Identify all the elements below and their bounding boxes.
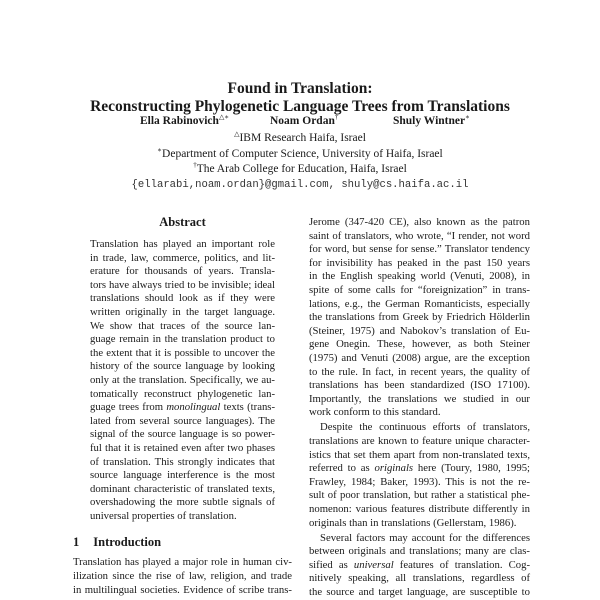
abstract-line: written originally in the target language.	[90, 305, 275, 318]
text: guage trees from	[90, 401, 164, 414]
author-marks: ∗	[465, 113, 470, 121]
affiliation-text: The Arab College for Education, Haifa, Israel	[196, 163, 407, 176]
abstract-line: in trade, law, commerce, politics, and lit-	[90, 251, 275, 264]
abstract-line: We show that traces of the source lan-	[90, 319, 275, 332]
body-line: lations, e.g., the German Romanticists, especially	[309, 297, 530, 310]
introduction-body	[73, 555, 292, 597]
body-line: Jerome (347-420 CE), also known as the patron	[309, 216, 530, 228]
affiliation-text: IBM Research Haifa, Israel	[239, 132, 366, 144]
text: texts (trans-	[223, 401, 275, 414]
abstract-line	[90, 401, 275, 415]
abstract-line: guage remain in the translation product to	[90, 333, 275, 346]
body-line: the translations from Greek by Friedrich Hölderlin	[309, 311, 530, 324]
abstract-line: tomatically reconstruct phylogenetic lan-	[90, 387, 275, 400]
affiliation	[0, 147, 600, 163]
affiliation-text: Department of Computer Science, University of Haifa, Israel	[162, 147, 443, 160]
paragraph	[309, 216, 530, 420]
body-line	[309, 559, 530, 573]
author	[140, 115, 229, 127]
emphasis: universal	[353, 558, 394, 571]
body-line: to the rule. In fact, in recent years, the quality of	[309, 365, 530, 378]
abstract-line: tors have always tried to be invisible; ideal	[90, 278, 275, 291]
text: referred to as	[309, 462, 370, 475]
abstract-line: signal of the source language is so power-	[90, 428, 275, 441]
right-column	[309, 216, 530, 600]
abstract-heading: Abstract	[159, 215, 206, 229]
body-line: the source and target language, are susceptible to	[309, 586, 530, 599]
paragraph	[309, 532, 530, 600]
emphasis: originals	[374, 462, 414, 475]
abstract-body	[90, 238, 275, 523]
abstract-line: only at the translation. Specifically, we au-	[90, 373, 275, 386]
abstract-line: dominant characteristic of translated texts,	[90, 482, 275, 495]
body-line: Importantly, the translations we studied in our	[309, 392, 530, 405]
affiliation-mark: △	[234, 130, 240, 138]
abstract-line: ful that it is retained even after two phases	[90, 441, 275, 454]
body-line: translations are known to feature unique character-	[309, 435, 530, 447]
author-marks: △∗	[218, 113, 230, 121]
body-line: nomenon: various features distribute differently in	[309, 502, 530, 515]
intro-line: ilization since the rise of law, religion, and trade	[73, 570, 292, 582]
author	[270, 115, 338, 127]
body-line: for invisibility has peaked in the past 150 years	[309, 256, 530, 269]
body-line: (Steiner, 1975) and Nabokov’s translation of Eu-	[309, 324, 530, 337]
abstract-line: translations should look as if they were	[90, 292, 275, 305]
abstract-line: erature for thousands of years. Transla-	[90, 265, 275, 278]
body-line: Despite the continuous efforts of translators,	[320, 421, 530, 434]
abstract-line: overshadowing the more subtle signals of	[90, 496, 275, 509]
body-line: between originals and translations; many are clas-	[309, 545, 530, 558]
intro-line: Translation has played a major role in human civ-	[73, 556, 292, 568]
author-name: Noam Ordan	[270, 115, 335, 127]
paper-title-line-1: Found in Translation:	[227, 80, 373, 97]
body-line: gene Onegin. These, however, as both Steiner	[309, 338, 530, 351]
affiliations	[0, 131, 600, 194]
body-line: work conform to this standard.	[309, 406, 441, 419]
body-line: saint of translators, who wrote, “I render, not word	[309, 229, 530, 242]
author-name: Ella Rabinovich	[140, 115, 219, 127]
body-line: istics that set them apart from non-translated texts,	[309, 448, 530, 461]
text: here (Toury, 1980, 1995;	[417, 462, 531, 475]
body-line: translations has been standardized (ISO 17100).	[309, 379, 530, 392]
paper-title-line-2: Reconstructing Phylogenetic Language Trees from Translations	[90, 98, 510, 115]
text: features of translation. Cog-	[399, 558, 531, 571]
affiliation-mark: ∗	[157, 145, 163, 154]
body-line: in the English speaking world (Venuti, 2008), in	[309, 270, 530, 283]
abstract-line: Translation has played an important role	[90, 238, 275, 250]
author	[393, 115, 470, 127]
abstract-line: history of the source language by looking	[90, 360, 275, 373]
body-line: spite of some calls for “foreignization” in trans-	[309, 283, 530, 296]
author-list	[0, 115, 600, 131]
body-line	[309, 462, 530, 476]
abstract-line: source language interference is the most	[90, 469, 275, 482]
affiliation	[0, 131, 600, 147]
intro-line: in multilingual societies. Evidence of scribe trans-	[73, 584, 292, 596]
text: sified as	[309, 558, 348, 571]
abstract-line: lated from several source languages). The	[90, 414, 275, 427]
section-number: 1	[73, 535, 80, 549]
body-line: Several factors may account for the differences	[320, 531, 530, 544]
emphasis: monolingual	[166, 401, 221, 414]
email-addresses: {ellarabi,noam.ordan}@gmail.com, shuly@cs.haifa.ac.il	[131, 179, 469, 192]
affiliation-mark: †	[193, 161, 197, 170]
abstract-line: universal properties of translation.	[90, 509, 237, 522]
abstract-line: of translation. This strongly indicates that	[90, 455, 275, 468]
body-line: for word, but sense for sense.” Translator tendency	[309, 243, 530, 256]
section-heading	[73, 535, 292, 550]
body-line: Frawley, 1984; Baker, 1993). This is not the re-	[309, 475, 530, 488]
paragraph	[309, 421, 530, 530]
body-line: (1975) and Venuti (2008) argue, are the exception	[309, 351, 530, 364]
section-title: Introduction	[93, 535, 162, 549]
abstract-line: the extent that it is possible to uncover the	[90, 346, 275, 359]
body-line: sult of poor translation, but rather a statistical phe-	[309, 489, 530, 502]
body-line: originals than in translations (Gellerstam, 1986).	[309, 516, 517, 529]
author-marks: †	[334, 113, 339, 121]
author-name: Shuly Wintner	[393, 115, 466, 127]
body-line: nitively speaking, all translations, regardless of	[309, 572, 530, 585]
affiliation	[0, 162, 600, 178]
